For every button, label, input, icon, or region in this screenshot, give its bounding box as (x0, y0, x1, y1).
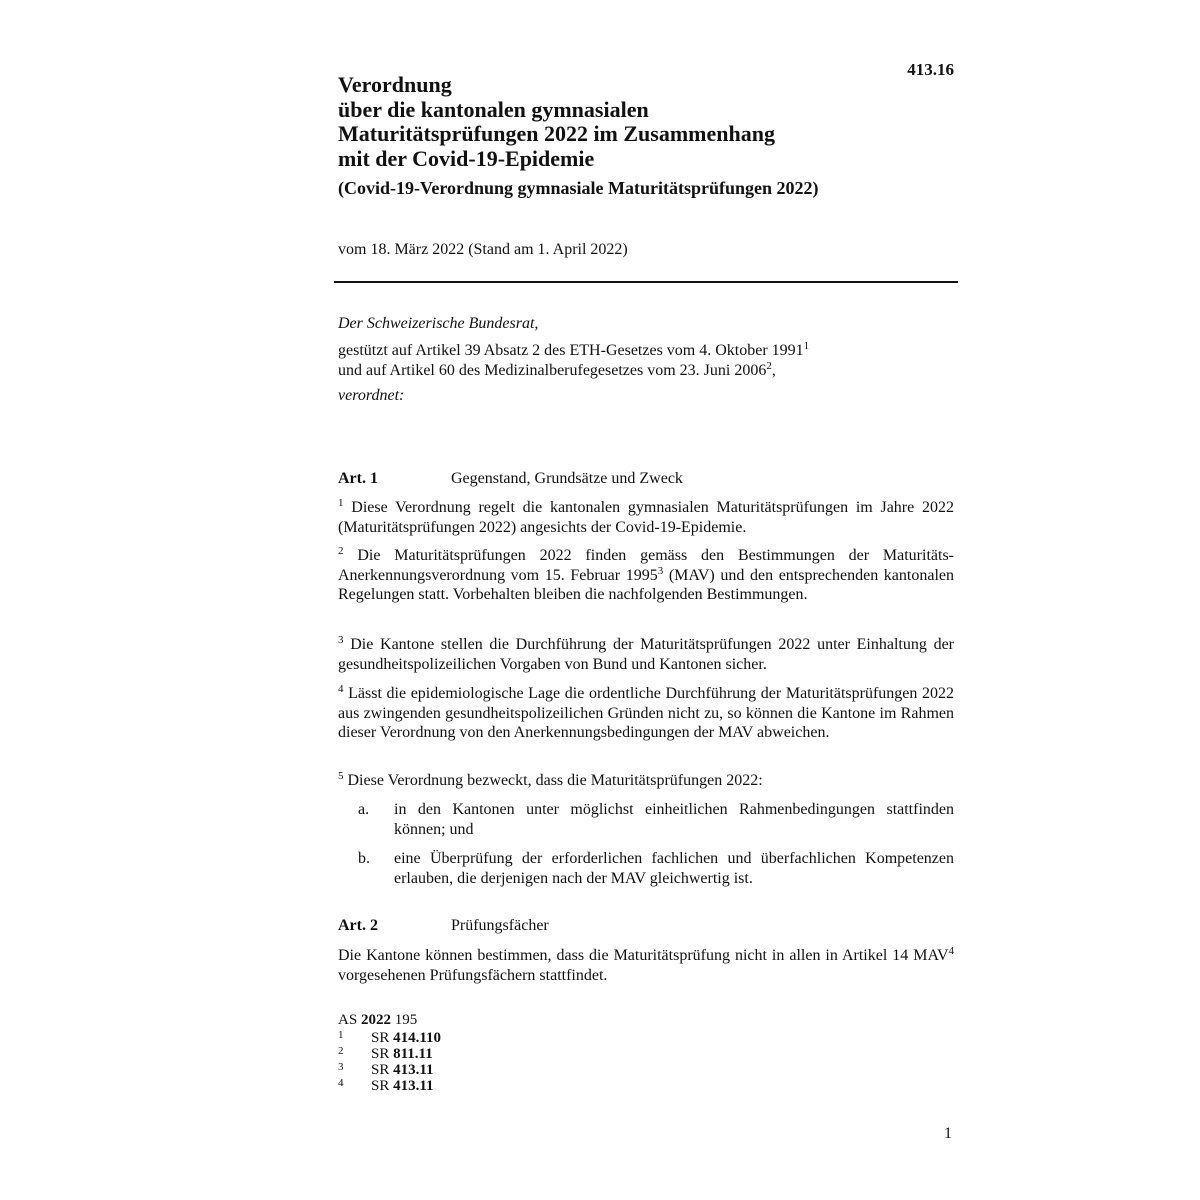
footnote-number: 1 (338, 1029, 344, 1041)
art1-paragraph-4 (338, 684, 954, 743)
list-item (358, 800, 954, 839)
footnote-item (338, 1061, 434, 1078)
footnote-prefix: SR (371, 1030, 390, 1046)
paragraph-text: vorgesehenen Prüfungsfächern stattfindet. (338, 966, 608, 984)
paragraph-number: 1 (338, 497, 344, 509)
footnote-prefix: SR (371, 1046, 390, 1062)
paragraph-number: 5 (338, 770, 344, 782)
footnote-ref: 2 (766, 359, 772, 372)
article-number: Art. 2 (338, 917, 378, 934)
paragraph-text: Die Kantone können bestimmen, dass die Maturitätsprüfung nicht in allen in Artikel 14 MAV (338, 947, 949, 964)
article-title: Prüfungsfächer (451, 917, 549, 934)
basis-line-1: gestützt auf Artikel 39 Absatz 2 des ETH-Gesetzes vom 4. Oktober 1991 (338, 342, 804, 359)
as-year: 2022 (360, 1012, 391, 1028)
list-item (358, 849, 954, 888)
paragraph-text: Diese Verordnung bezweckt, dass die Maturitätsprüfungen 2022: (347, 772, 763, 789)
article-2-heading (338, 917, 549, 935)
footnote-ref-text: 414.110 (393, 1030, 442, 1046)
basis-line-2-end: , (771, 361, 776, 379)
basis-line-2: und auf Artikel 60 des Medizinalberufegesetzes vom 23. Juni 2006 (338, 361, 767, 379)
paragraph-text: (MAV) und den entsprechenden kantonalen Regelungen statt. Vorbehalten bleiben die nachfolgenden Bestimmungen. (338, 566, 954, 603)
paragraph-number: 4 (338, 683, 344, 695)
paragraph-text: Die Kantone stellen die Durchführung der Maturitätsprüfungen 2022 unter Einhaltung der gesundheitspolizeilichen Vorgaben von Bund und Kantonen sicher. (338, 636, 955, 673)
footnote-ref-text: 413.11 (393, 1078, 434, 1094)
preamble-decree: verordnet: (338, 387, 405, 404)
list-marker: a. (358, 801, 370, 818)
footnote-item (338, 1029, 442, 1046)
paragraph-text: Die Maturitätsprüfungen 2022 finden gemäss den Bestimmungen der Maturitäts-Anerkennungsverordnung vom 15. Februar 1995 (338, 547, 955, 584)
footnote-prefix: SR (371, 1078, 390, 1094)
art1-paragraph-5 (338, 771, 954, 791)
page-number: 1 (944, 1125, 952, 1142)
date-line: vom 18. März 2022 (Stand am 1. April 2022) (338, 241, 628, 258)
footnote-ref: 4 (948, 945, 954, 957)
title-line: mit der Covid-19-Epidemie (338, 145, 595, 171)
title-line: Maturitätsprüfungen 2022 im Zusammenhang (338, 121, 775, 146)
preamble-basis (338, 341, 958, 380)
as-prefix: AS (338, 1012, 358, 1028)
paragraph-number: 2 (338, 545, 344, 557)
footnote-item (338, 1077, 434, 1094)
footnote-number: 2 (338, 1045, 344, 1057)
title-line: Verordnung (338, 72, 452, 97)
official-collection-ref (338, 1012, 417, 1028)
paragraph-text: Diese Verordnung regelt die kantonalen gymnasialen Maturitätsprüfungen im Jahre 2022 (Maturitätsprüfungen 2022) angesichts der Covid-19-Epidemie. (338, 499, 954, 536)
title-line: über die kantonalen gymnasialen (338, 96, 649, 122)
footnote-number: 4 (338, 1077, 344, 1089)
footnote-ref: 3 (657, 564, 664, 577)
paragraph-number: 3 (338, 634, 344, 646)
footnotes (338, 1012, 442, 1094)
document-title (338, 73, 858, 171)
article-1-heading (338, 470, 683, 488)
footnote-ref-text: 811.11 (393, 1046, 433, 1062)
header-divider (334, 281, 958, 283)
art2-paragraph (338, 946, 954, 985)
footnote-ref-text: 413.11 (393, 1062, 434, 1078)
list-item-text: in den Kantonen unter möglichst einheitlichen Rahmenbedingungen stattfinden können; und (394, 801, 954, 838)
art1-paragraph-1 (338, 498, 954, 537)
short-title: (Covid-19-Verordnung gymnasiale Maturitätsprüfungen 2022) (338, 178, 819, 198)
art1-paragraph-2 (338, 546, 954, 605)
sr-number: 413.16 (907, 60, 954, 79)
article-title: Gegenstand, Grundsätze und Zweck (451, 470, 683, 487)
list-marker: b. (358, 850, 370, 867)
footnote-prefix: SR (371, 1062, 390, 1078)
footnote-item (338, 1045, 433, 1062)
preamble-issuer: Der Schweizerische Bundesrat, (338, 315, 539, 332)
article-number: Art. 1 (338, 470, 378, 487)
list-item-text: eine Überprüfung der erforderlichen fachlichen und überfachlichen Kompetenzen erlauben, die derjenigen nach der MAV gleichwertig ist. (394, 850, 954, 887)
art1-paragraph-3 (338, 635, 954, 674)
as-page: 195 (394, 1012, 418, 1028)
paragraph-text: Lässt die epidemiologische Lage die ordentliche Durchführung der Maturitätsprüfungen 2022 aus zwingenden gesundheitspolizeilichen Gründen nicht zu, so können die Kantone im Rahmen dieser Verordnung von den Anerkennungsbedingungen der MAV abweichen. (338, 685, 955, 741)
footnote-number: 3 (338, 1061, 344, 1073)
footnote-ref: 1 (803, 340, 810, 352)
